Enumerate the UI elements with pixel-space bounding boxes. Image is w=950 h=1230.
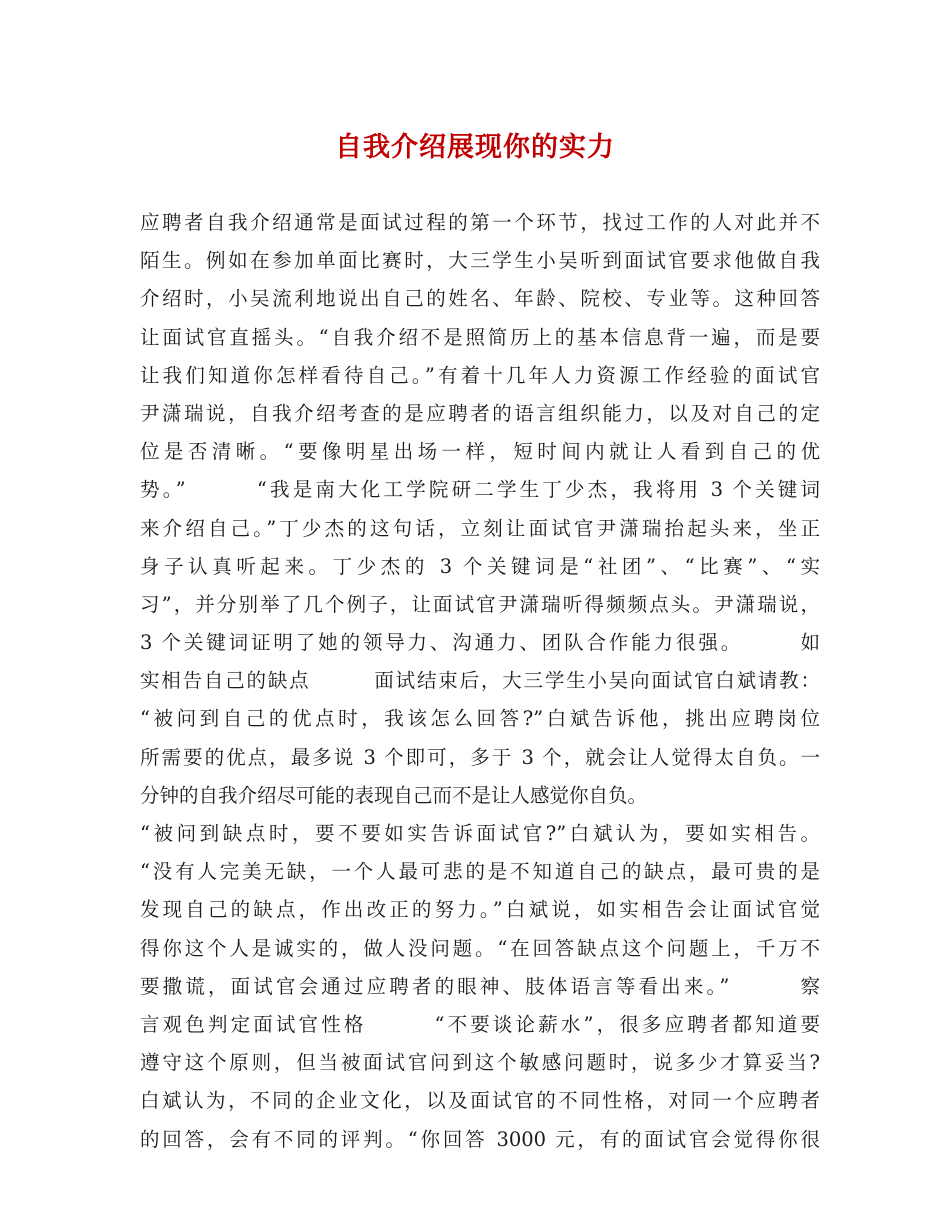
body-line: 发现自己的缺点，作出改正的努力。”白斌说，如实相告会让面试官觉 — [140, 898, 820, 922]
body-line: 要撒谎，面试官会通过应聘者的眼神、肢体语言等看出来。” 察 — [140, 974, 820, 998]
body-line: 身子认真听起来。丁少杰的 3 个关键词是“社团”、“比赛”、“实 — [140, 554, 820, 578]
document-body — [140, 204, 820, 1159]
body-line: 尹潇瑞说，自我介绍考查的是应聘者的语言组织能力，以及对自己的定 — [140, 401, 820, 425]
body-line: 位是否清晰。“要像明星出场一样，短时间内就让人看到自己的优 — [140, 440, 820, 464]
body-line: 势。” “我是南大化工学院研二学生丁少杰，我将用 3 个关键词 — [140, 478, 820, 502]
body-line: 白斌认为，不同的企业文化，以及面试官的不同性格，对同一个应聘者 — [140, 1089, 820, 1113]
body-line: 3 个关键词证明了她的领导力、沟通力、团队合作能力很强。 如 — [140, 631, 820, 655]
body-line: “被问到缺点时，要不要如实告诉面试官?”白斌认为，要如实相告。 — [140, 822, 820, 845]
body-line: 言观色判定面试官性格 “不要谈论薪水”，很多应聘者都知道要 — [140, 1012, 820, 1036]
body-line: 实相告自己的缺点 面试结束后，大三学生小吴向面试官白斌请教： — [140, 669, 820, 693]
body-line: 让我们知道你怎样看待自己。”有着十几年人力资源工作经验的面试官 — [140, 363, 820, 387]
body-line: “被问到自己的优点时，我该怎么回答?”白斌告诉他，挑出应聘岗位 — [140, 707, 820, 731]
body-line: “没有人完美无缺，一个人最可悲的是不知道自己的缺点，最可贵的是 — [140, 860, 820, 884]
body-line: 的回答，会有不同的评判。“你回答 3000 元，有的面试官会觉得你很 — [140, 1127, 820, 1151]
body-line: 陌生。例如在参加单面比赛时，大三学生小吴听到面试官要求他做自我 — [140, 249, 820, 273]
body-line: 所需要的优点，最多说 3 个即可，多于 3 个，就会让人觉得太自负。一 — [140, 745, 820, 769]
body-line: 得你这个人是诚实的，做人没问题。“在回答缺点这个问题上，千万不 — [140, 936, 820, 960]
body-line: 应聘者自我介绍通常是面试过程的第一个环节，找过工作的人对此并不 — [140, 211, 820, 234]
body-line: 来介绍自己。”丁少杰的这句话，立刻让面试官尹潇瑞抬起头来，坐正 — [140, 516, 820, 540]
body-line: 习”，并分别举了几个例子，让面试官尹潇瑞听得频频点头。尹潇瑞说， — [140, 592, 820, 616]
body-line: 让面试官直摇头。“自我介绍不是照简历上的基本信息背一遍，而是要 — [140, 325, 820, 349]
document-title: 自我介绍展现你的实力 — [335, 132, 615, 163]
body-line: 遵守这个原则，但当被面试官问到这个敏感问题时，说多少才算妥当? — [140, 1051, 820, 1075]
body-line: 介绍时，小吴流利地说出自己的姓名、年龄、院校、专业等。这种回答 — [140, 287, 820, 311]
body-line: 分钟的自我介绍尽可能的表现自己而不是让人感觉你自负。 — [140, 783, 648, 807]
